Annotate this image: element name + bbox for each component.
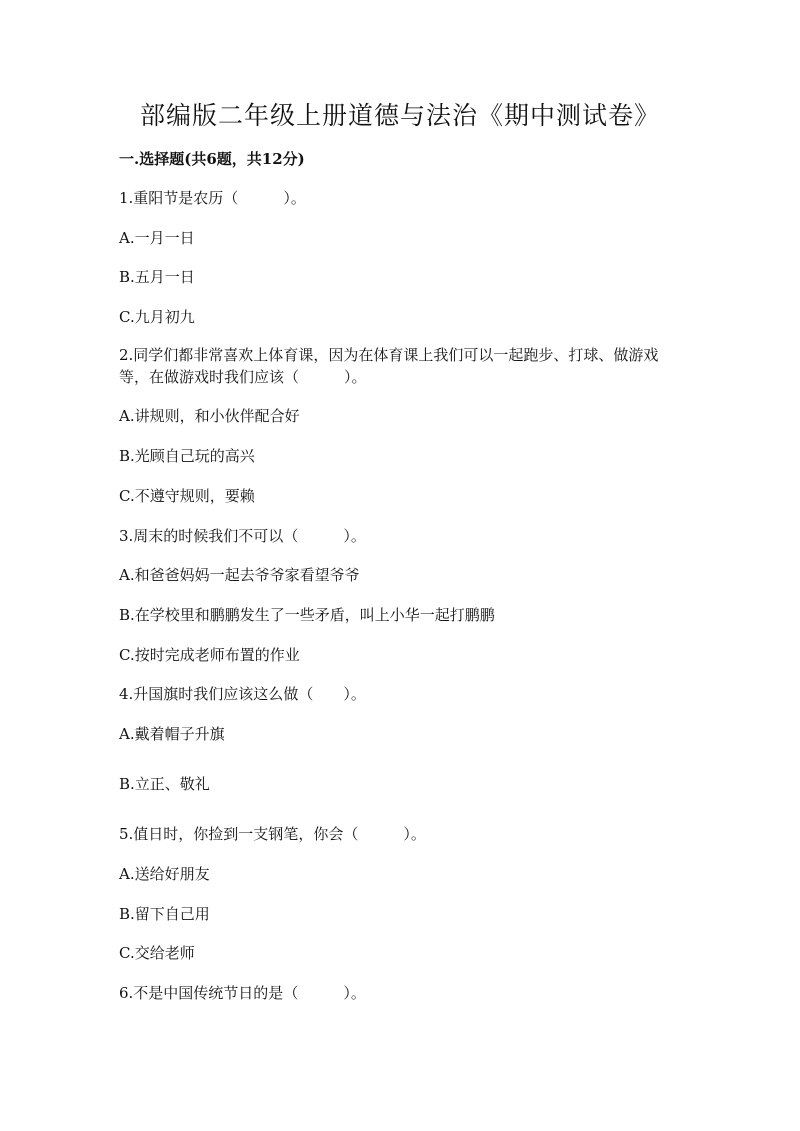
question-5-option-b: B.留下自己用 bbox=[119, 905, 210, 923]
question-5-option-a: A.送给好朋友 bbox=[119, 865, 210, 883]
question-2-option-c: C.不遵守规则，要赖 bbox=[119, 487, 255, 505]
question-5-stem: 5.值日时，你捡到一支钢笔，你会（ ）。 bbox=[119, 825, 426, 843]
question-4-stem: 4.升国旗时我们应该这么做（ ）。 bbox=[119, 685, 366, 703]
question-4-option-a: A.戴着帽子升旗 bbox=[119, 725, 225, 743]
question-2-stem: 2.同学们都非常喜欢上体育课，因为在体育课上我们可以一起跑步、打球、做游戏等，在做游戏时我们应该（ ）。 bbox=[119, 346, 659, 386]
question-4-option-b: B.立正、敬礼 bbox=[119, 775, 210, 793]
page-title: 部编版二年级上册道德与法治《期中测试卷》 bbox=[139, 101, 660, 130]
question-3-option-c: C.按时完成老师布置的作业 bbox=[119, 646, 300, 664]
question-3-stem: 3.周末的时候我们不可以（ ）。 bbox=[119, 527, 366, 545]
question-1-option-c: C.九月初九 bbox=[119, 308, 195, 326]
question-3-option-a: A.和爸爸妈妈一起去爷爷家看望爷爷 bbox=[119, 566, 360, 584]
question-1-option-a: A.一月一日 bbox=[119, 229, 195, 247]
question-6-stem: 6.不是中国传统节日的是（ ）。 bbox=[119, 984, 366, 1002]
question-1-stem: 1.重阳节是农历（ ）。 bbox=[119, 189, 306, 207]
section-heading: 一.选择题(共6题，共12分) bbox=[119, 150, 305, 168]
question-5-option-c: C.交给老师 bbox=[119, 944, 195, 962]
question-2-option-a: A.讲规则，和小伙伴配合好 bbox=[119, 407, 300, 425]
question-1-option-b: B.五月一日 bbox=[119, 268, 195, 286]
question-2-option-b: B.光顾自己玩的高兴 bbox=[119, 447, 255, 465]
question-3-option-b: B.在学校里和鹏鹏发生了一些矛盾，叫上小华一起打鹏鹏 bbox=[119, 606, 495, 624]
